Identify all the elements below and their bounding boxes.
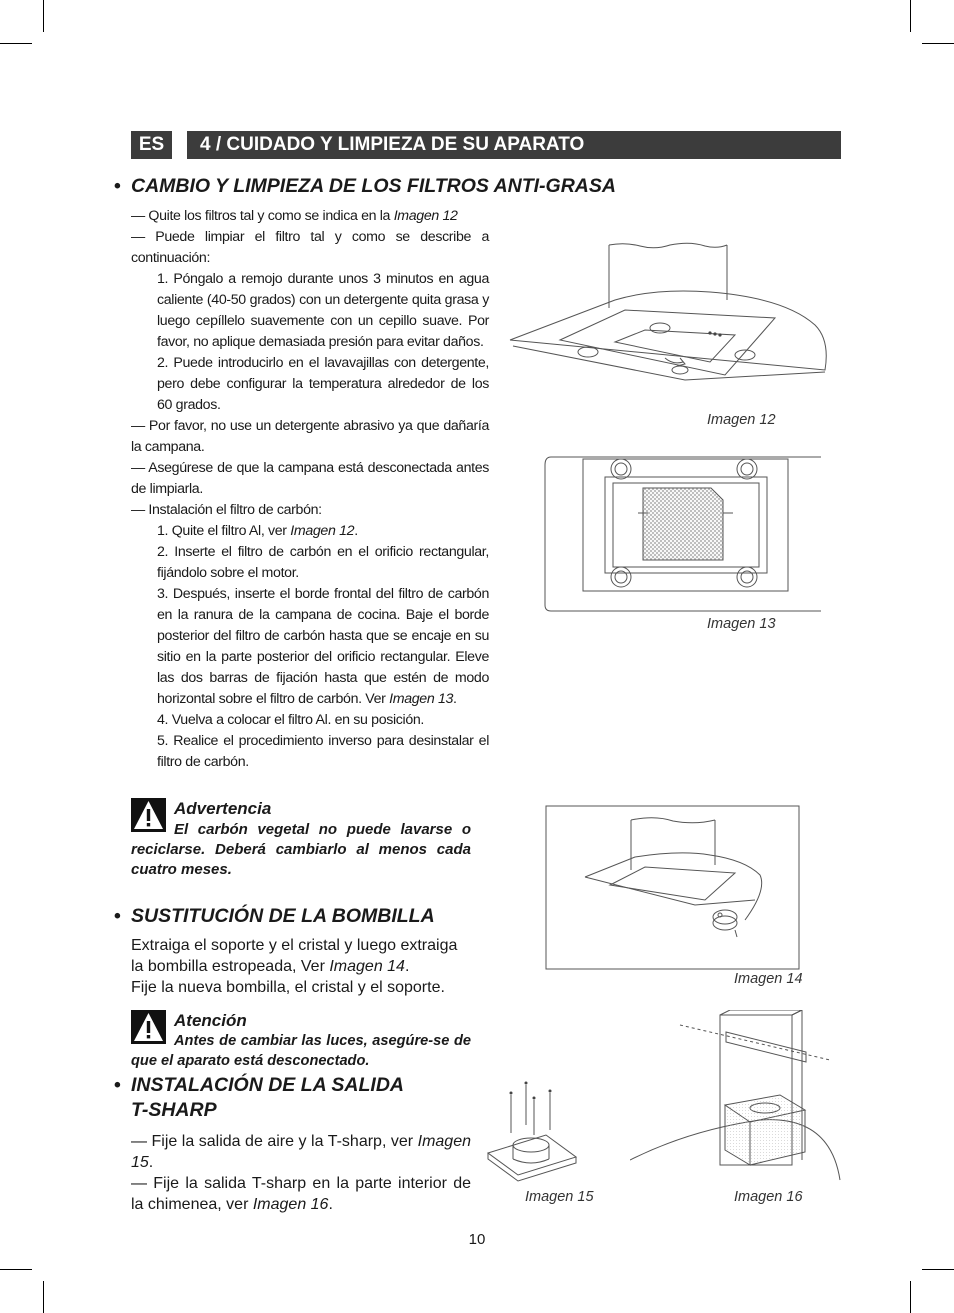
bullet: •: [114, 1074, 121, 1096]
paragraph: 1. Póngalo a remojo durante unos 3 minutos en agua caliente (40-50 grados) con un detergente quita grasa y luego cepíllelo suavemente con un cepillo suave. Por favor, no aplique demasiada presión para evitar daños.: [157, 271, 489, 350]
figure-16-chimney: [630, 1010, 842, 1185]
text: — Quite los filtros tal y como se indica en la: [131, 208, 394, 224]
paragraph: 2. Puede introducirlo en el lavavajillas con detergente, pero debe configurar la temperatura alrededor de los 60 grados.: [157, 355, 489, 413]
paragraph: — Puede limpiar el filtro tal y como se describe a continuación:: [131, 229, 489, 266]
text: .: [404, 958, 410, 975]
warning-box: [131, 798, 471, 882]
paragraph: [131, 935, 473, 977]
figure-15-air-outlet: [486, 1075, 626, 1185]
figure-ref: Imagen 16: [252, 1196, 329, 1213]
section-title-filters: [114, 175, 616, 198]
paragraph: 5. Realice el procedimiento inverso para desinstalar el filtro de carbón.: [157, 733, 489, 770]
warning-title: Atención: [174, 1011, 247, 1030]
paragraph: 4. Vuelva a colocar el filtro Al. en su posición.: [157, 712, 425, 728]
section-title-tsharp: [114, 1073, 404, 1123]
bulb-instructions: [131, 935, 473, 998]
crop-mark: [910, 0, 911, 32]
figure-ref: Imagen 12: [290, 523, 355, 539]
crop-mark: [910, 1281, 911, 1313]
paragraph: [131, 521, 489, 542]
paragraph: — Por favor, no use un detergente abrasivo ya que dañaría la campana.: [131, 418, 489, 455]
figure-12-hood-filters: [505, 240, 835, 390]
text: .: [148, 1154, 154, 1171]
figure-caption: Imagen 15: [525, 1189, 594, 1205]
warning-title: Advertencia: [174, 799, 272, 818]
crop-mark: [43, 1281, 44, 1313]
bullet: •: [114, 905, 121, 927]
text: 3. Después, inserte el borde frontal del filtro de carbón en la ranura de la campana de cocina. Baje el borde posterior del filtro de carbón hasta que se encaje en su sitio en la parte posterior del orificio rectangular. Eleve las dos barras de fijación hasta que estén de modo horizontal sobre el filtro de carbón. Ver: [157, 586, 489, 707]
text: .: [453, 691, 457, 707]
text: El carbón vegetal no puede lavarse o reciclarse. Deberá cambiarlo al menos cada cuatro meses.: [131, 821, 471, 878]
crop-mark: [922, 43, 954, 44]
warning-box: [131, 1010, 471, 1072]
text: 1. Quite el filtro Al, ver: [157, 523, 291, 539]
section-title-bulb: [114, 905, 435, 928]
chapter-header: 4 / CUIDADO Y LIMPIEZA DE SU APARATO: [187, 131, 841, 159]
crop-mark: [922, 1269, 954, 1270]
figure-caption: Imagen 12: [707, 412, 776, 428]
text: Extraiga el soporte y el cristal y luego extraiga la bombilla estropeada, Ver: [131, 937, 458, 975]
text: — Fije la salida T-sharp en la parte interior de la chimenea, ver: [131, 1175, 471, 1213]
paragraph: — Asegúrese de que la campana está desconectada antes de limpiarla.: [131, 460, 489, 497]
bullet: •: [114, 175, 121, 197]
section-title-text: CAMBIO Y LIMPIEZA DE LOS FILTROS ANTI-GRASA: [131, 175, 616, 197]
filters-instructions: [131, 206, 489, 773]
figure-14-bulb: [545, 805, 801, 972]
crop-mark: [0, 43, 32, 44]
paragraph: — Instalación el filtro de carbón:: [131, 502, 322, 518]
text: — Fije la salida de aire y la T-sharp, ver: [131, 1133, 418, 1150]
section-title-text: T-SHARP: [131, 1099, 217, 1121]
paragraph: [131, 584, 489, 710]
page-number: 10: [468, 1231, 486, 1248]
crop-mark: [0, 1269, 32, 1270]
paragraph: 2. Inserte el filtro de carbón en el orificio rectangular, fijándolo sobre el motor.: [157, 544, 489, 581]
language-badge: ES: [131, 131, 172, 159]
warning-text: [131, 1031, 471, 1071]
crop-mark: [43, 0, 44, 32]
figure-caption: Imagen 14: [734, 971, 803, 987]
figure-ref: Imagen 14: [329, 958, 405, 975]
figure-caption: Imagen 16: [734, 1189, 803, 1205]
section-title-text: INSTALACIÓN DE LA SALIDA: [131, 1074, 404, 1096]
text: Antes de cambiar las luces, asegúre-se de que el aparato está desconectado.: [131, 1033, 471, 1069]
warning-text: [131, 820, 471, 880]
paragraph: Fije la nueva bombilla, el cristal y el soporte.: [131, 979, 445, 996]
figure-ref: Imagen 12: [393, 208, 458, 224]
paragraph: [131, 1131, 471, 1173]
section-title-text: SUSTITUCIÓN DE LA BOMBILLA: [131, 905, 435, 927]
text: .: [328, 1196, 333, 1213]
paragraph: [131, 206, 489, 227]
figure-13-carbon-filter: [543, 455, 823, 615]
text: .: [354, 523, 358, 539]
paragraph: [131, 1173, 471, 1215]
figure-ref: Imagen 15: [131, 1133, 471, 1171]
figure-caption: Imagen 13: [707, 616, 776, 632]
tsharp-instructions: [131, 1131, 471, 1215]
figure-ref: Imagen 13: [389, 691, 454, 707]
